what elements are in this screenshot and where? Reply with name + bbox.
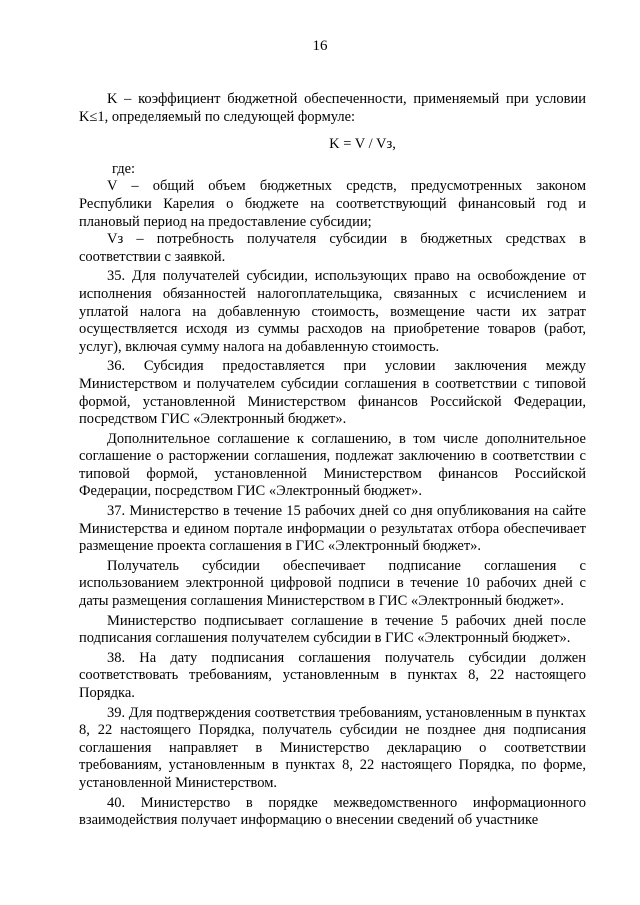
paragraph-38: 38. На дату подписания соглашения получатель субсидии должен соответствовать требованиям, установленным в пунктах 8, 22 настоящего Порядка.: [79, 649, 586, 701]
formula: K = V / Vз,: [329, 136, 396, 153]
paragraph-40: 40. Министерство в порядке межведомственного информационного взаимодействия получает информацию о внесении сведений об участнике: [79, 794, 586, 829]
paragraph-v-definition: V – общий объем бюджетных средств, предусмотренных законом Республики Карелия о бюджете на соответствующий финансовый год и плановый период на предоставление субсидии;: [79, 178, 586, 230]
paragraph-39: 39. Для подтверждения соответствия требованиям, установленным в пунктах 8, 22 настоящего Порядка, получатель субсидии не позднее дня подписания соглашения направляет в Министерство декларацию о соответствии требованиям, установленным в пунктах 8, 22 настоящего Порядка, по форме, установленной Министерством.: [79, 704, 586, 791]
paragraph-36: 36. Субсидия предоставляется при условии заключения между Министерством и получателем субсидии соглашения в соответствии с типовой формой, установленной Министерством финансов Российской Федерации, посредством ГИС «Электронный бюджет».: [79, 358, 586, 428]
paragraph-37-ministry: Министерство подписывает соглашение в течение 5 рабочих дней после подписания соглашения получателем субсидии в ГИС «Электронный бюджет».: [79, 612, 586, 647]
paragraph-37-recipient: Получатель субсидии обеспечивает подписание соглашения с использованием электронной цифровой подписи в течение 10 рабочих дней с даты размещения соглашения Министерством в ГИС «Электронный бюджет».: [79, 557, 586, 610]
paragraph-vz-definition: Vз – потребность получателя субсидии в бюджетных средствах в соответствии с заявкой.: [79, 231, 586, 265]
document-body: [79, 91, 586, 830]
paragraph-36-additional: Дополнительное соглашение к соглашению, в том числе дополнительное соглашение о расторжении соглашения, подлежат заключению в соответствии с типовой формой, установленной Министерством финансов Российской Федерации, посредством ГИС «Электронный бюджет».: [79, 430, 586, 500]
paragraph-where: где:: [112, 160, 136, 177]
paragraph-35: 35. Для получателей субсидии, использующих право на освобождение от исполнения обязанностей налогоплательщика, связанных с исчислением и уплатой налога на добавленную стоимость, возмещение части их затрат осуществляется исходя из суммы расходов на приобретение товаров (работ, услуг), включая сумму налога на добавленную стоимость.: [79, 268, 586, 355]
paragraph-37: 37. Министерство в течение 15 рабочих дней со дня опубликования на сайте Министерства и едином портале информации о результатах отбора обеспечивает размещение проекта соглашения в ГИС «Электронный бюджет».: [79, 503, 586, 555]
page-number: 16: [312, 38, 328, 54]
paragraph-k-definition: K – коэффициент бюджетной обеспеченности, применяемый при условии K≤1, определяемый по следующей формуле:: [79, 91, 586, 125]
